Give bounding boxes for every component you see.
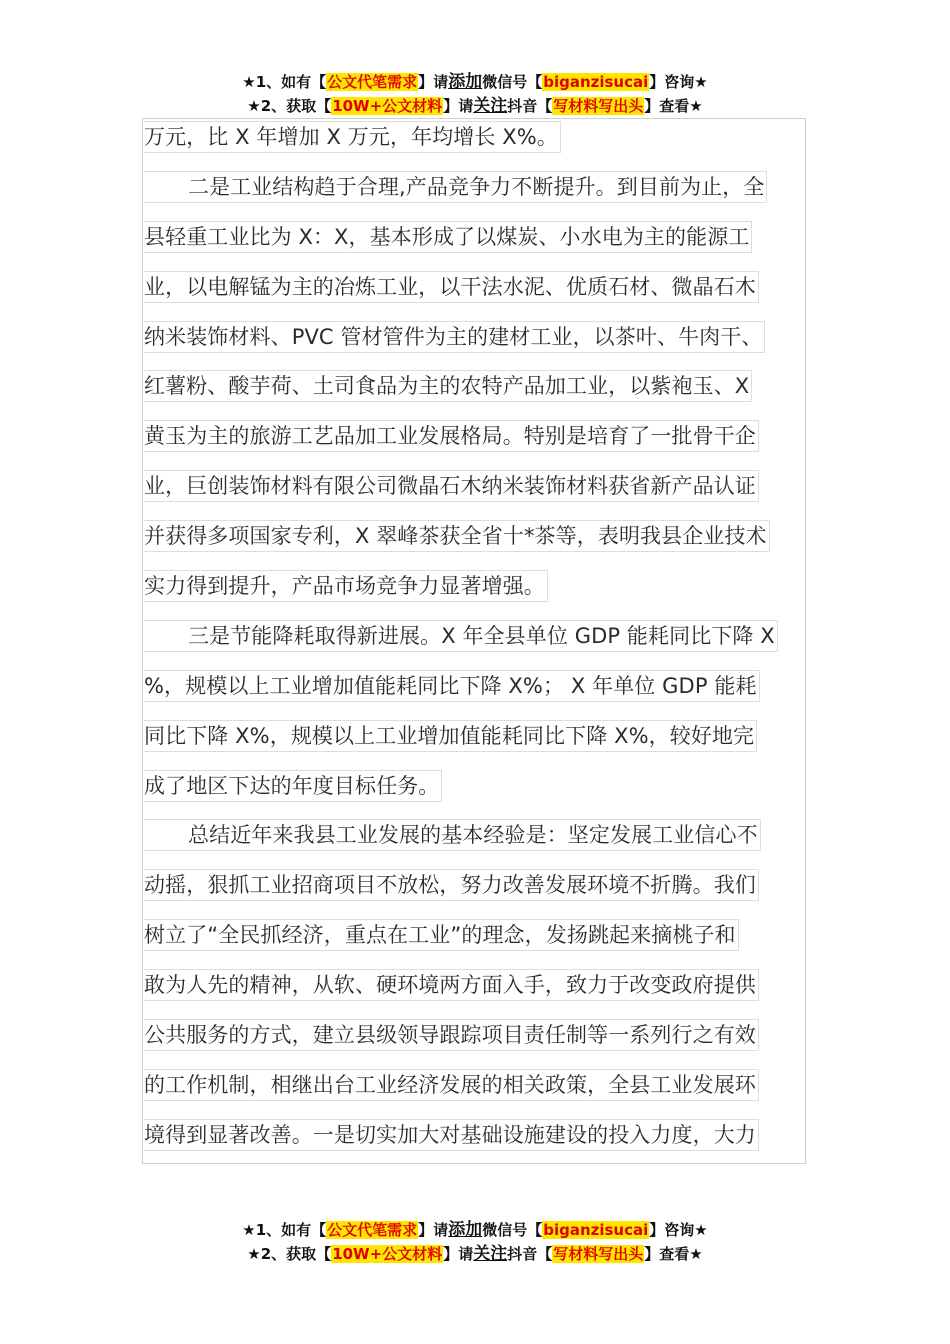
text-line: 业，以电解锰为主的冶炼工业，以干法水泥、优质石材、微晶石木 [144,271,806,321]
text-line: 同比下降 X%，规模以上工业增加值能耗同比下降 X%，较好地完 [144,720,806,770]
text-line: 成了地区下达的年度目标任务。 [144,770,806,820]
paragraph-start-line: 二是工业结构趋于合理,产品竞争力不断提升。到目前为止，全 [144,171,806,221]
text-line: 并获得多项国家专利，X 翠峰茶获全省十*茶等，表明我县企业技术 [144,520,806,570]
text-line: 动摇，狠抓工业招商项目不放松，努力改善发展环境不折腾。我们 [144,869,806,919]
paragraph-start-line: 三是节能降耗取得新进展。X 年全县单位 GDP 能耗同比下降 X [144,620,806,670]
document-body [144,121,806,1169]
text-line: 境得到显著改善。一是切实加大对基础设施建设的投入力度，大力 [144,1119,806,1169]
text-line: 黄玉为主的旅游工艺品加工业发展格局。特别是培育了一批骨干企 [144,420,806,470]
banner-highlight: 公文代笔需求 [327,1221,418,1239]
text-line: 红薯粉、酸芋荷、土司食品为主的农特产品加工业，以紫袍玉、X [144,370,806,420]
text-line: 县轻重工业比为 X：X，基本形成了以煤炭、小水电为主的能源工 [144,221,806,271]
footer-banner [0,1218,950,1266]
text-line: 公共服务的方式，建立县级领导跟踪项目责任制等一系列行之有效 [144,1019,806,1069]
banner-douyin-id: 写材料写出头 [553,1245,644,1263]
text-line: 实力得到提升，产品市场竞争力显著增强。 [144,570,806,620]
banner-highlight: 公文代笔需求 [327,73,418,91]
banner-wechat-id: biganzisucai [543,73,649,91]
banner-highlight: 10W+公文材料 [332,1245,443,1263]
text-line: 业，巨创装饰材料有限公司微晶石木纳米装饰材料获省新产品认证 [144,470,806,520]
text-line: 敢为人先的精神，从软、硬环境两方面入手，致力于改变政府提供 [144,969,806,1019]
banner-line-1: ★1、如有【公文代笔需求】请添加微信号【biganzisucai】咨询★ [242,1220,708,1240]
text-line: 的工作机制，相继出台工业经济发展的相关政策，全县工业发展环 [144,1069,806,1119]
banner-line-1: ★1、如有【公文代笔需求】请添加微信号【biganzisucai】咨询★ [242,72,708,92]
text-line: 树立了“全民抓经济，重点在工业”的理念，发扬跳起来摘桃子和 [144,919,806,969]
header-banner [0,70,950,118]
paragraph-start-line: 总结近年来我县工业发展的基本经验是：坚定发展工业信心不 [144,819,806,869]
banner-line-2: ★2、获取【10W+公文材料】请关注抖音【写材料写出头】查看★ [247,96,703,116]
banner-line-2: ★2、获取【10W+公文材料】请关注抖音【写材料写出头】查看★ [247,1244,703,1264]
text-line: 纳米装饰材料、PVC 管材管件为主的建材工业，以茶叶、牛肉干、 [144,321,806,371]
text-line: %，规模以上工业增加值能耗同比下降 X%； X 年单位 GDP 能耗 [144,670,806,720]
text-line: 万元，比 X 年增加 X 万元，年均增长 X%。 [144,121,806,171]
banner-douyin-id: 写材料写出头 [553,97,644,115]
banner-wechat-id: biganzisucai [543,1221,649,1239]
banner-highlight: 10W+公文材料 [332,97,443,115]
